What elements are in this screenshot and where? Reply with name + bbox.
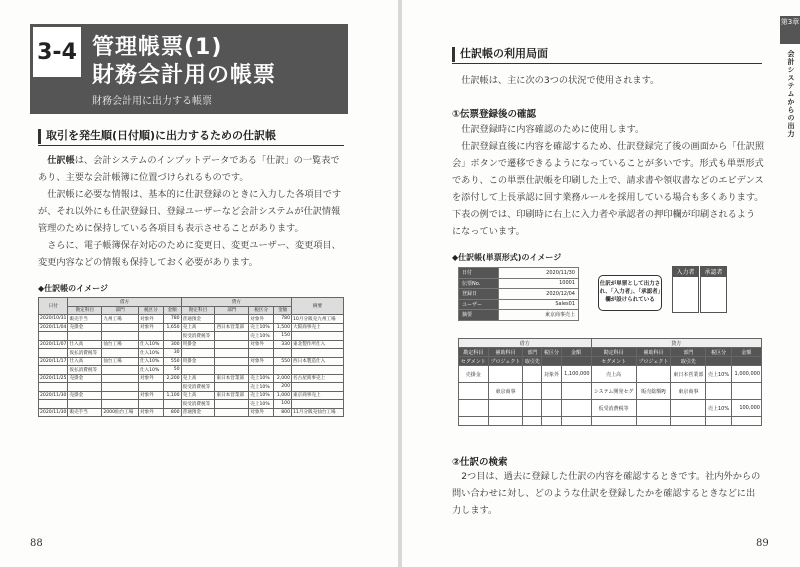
ledger-cell-credit-account: 売上高: [181, 391, 215, 400]
ledger-sub-dept: 部門: [102, 306, 139, 315]
ledger-cell-debit-amount: 780: [163, 315, 181, 324]
slip-cell-empty: [542, 417, 561, 426]
ledger-cell-debit-tax: 対象外: [138, 408, 163, 417]
ledger-cell-credit-account: 売上高: [181, 374, 215, 383]
slip-h-dept: 部門: [523, 348, 542, 357]
table-row: [39, 340, 344, 349]
stamp-approve-label: 承認者: [701, 267, 727, 277]
ledger-cell-credit-tax: 売上10%: [249, 400, 274, 409]
ledger-cell-debit-account: [68, 400, 102, 409]
slip-cell-credit-tax: 売上10%: [706, 400, 732, 417]
ledger-cell-debit-amount: 1,100: [163, 391, 181, 400]
table-row: [39, 400, 344, 409]
chapter-header: [30, 24, 348, 114]
slip-cell-debit-dept: [523, 366, 542, 383]
slip-h-amount: 金額: [561, 348, 591, 357]
ledger-cell-credit-tax: 売上10%: [249, 323, 274, 332]
table-row: [39, 366, 344, 375]
ledger-cell-debit-account: [68, 383, 102, 392]
info-value: 2020/12/04: [499, 289, 579, 300]
slip-info-table: [458, 267, 579, 321]
info-row: [459, 278, 579, 289]
slip-cell-debit-tax: 対象外: [542, 366, 561, 383]
ledger-cell-credit-amount: 2,000: [274, 374, 292, 383]
confirmation-intro: 仕訳登録時に内容確認のために使用します。: [461, 124, 645, 135]
slip-cell-debit-account: 売掛金: [459, 366, 489, 383]
ledger-cell-debit-dept: [102, 391, 139, 400]
info-row: [459, 268, 579, 279]
heading-confirmation: ①伝票登録後の確認: [452, 109, 537, 120]
ledger-cell-summary: [292, 383, 344, 392]
info-value: 2020/11/30: [499, 268, 579, 279]
ledger-cell-debit-amount: 550: [163, 357, 181, 366]
ledger-cell-date: 2020/11/30: [40, 392, 67, 398]
chapter-number: 3-4: [30, 24, 84, 80]
ledger-cell-debit-account: [68, 332, 102, 341]
slip-cell-empty: [561, 417, 591, 426]
slip-cell-credit-dept: 東京商事: [671, 383, 706, 400]
slip-h-empty: [731, 357, 761, 366]
page-number-left: 88: [30, 538, 43, 549]
ledger-cell-debit-tax: 対象外: [138, 391, 163, 400]
table-row: [459, 383, 762, 400]
ledger-cell-debit-amount: 800: [163, 408, 181, 417]
table-row: [39, 332, 344, 341]
ledger-sub-account: 勘定科目: [68, 306, 102, 315]
slip-h-project: プロジェクト: [488, 357, 523, 366]
ledger-cell-credit-tax: 売上10%: [249, 383, 274, 392]
slip-h-segment: セグメント: [591, 357, 636, 366]
slip-cell-debit-amount: 1,100,000: [561, 366, 591, 383]
slip-h-amount: 金額: [731, 348, 761, 357]
ledger-cell-credit-amount: 200: [274, 383, 292, 392]
stamp-input: [672, 266, 699, 313]
heading-search: ②仕訳の検索: [452, 457, 508, 468]
ledger-cell-credit-account: 仮受消費税等: [181, 400, 215, 409]
ledger-cell-debit-dept: [102, 323, 139, 332]
slip-cell-debit-amount: [561, 400, 591, 417]
slip-cell-credit-dept: [671, 400, 706, 417]
slip-cell-credit-account: 仮受消費税等: [591, 400, 636, 417]
ledger-cell-debit-dept: 2000仙台工場: [102, 408, 139, 417]
ledger-cell-summary: 大阪商事売上: [292, 323, 344, 332]
intro-paragraph: 仕訳帳は、主に次の3つの状況で使用されます。: [461, 75, 660, 86]
table-row: [39, 349, 344, 358]
stamp-approve: [700, 266, 727, 313]
ledger-cell-debit-amount: 2,200: [163, 374, 181, 383]
slip-cell-debit-aux: [488, 366, 523, 383]
chapter-subtitle: 財務会計用に出力する帳票: [92, 96, 212, 107]
ledger-sub-account: 勘定科目: [181, 306, 215, 315]
ledger-cell-debit-tax: [138, 400, 163, 409]
ledger-cell-debit-account: 仕入高: [68, 340, 102, 349]
info-key: ユーザー: [459, 299, 499, 310]
slip-h-tax: 税区分: [706, 348, 732, 357]
ledger-head-summary: 摘要: [292, 298, 344, 315]
slip-h-segment: セグメント: [459, 357, 489, 366]
ledger-cell-debit-amount: 30: [163, 349, 181, 358]
ledger-sub-amount: 金額: [163, 306, 181, 315]
ledger-cell-credit-amount: 1,500: [274, 323, 292, 332]
ledger-cell-date: 2020/11/07: [40, 341, 67, 347]
ledger-cell-credit-dept: [215, 383, 249, 392]
slip-h-partner: 取引先: [523, 357, 542, 366]
ledger-cell-debit-account: 販売手当: [68, 408, 102, 417]
ledger-cell-credit-dept: [215, 357, 249, 366]
info-key: 登録日: [459, 289, 499, 300]
slip-h-aux: 補助科目: [488, 348, 523, 357]
ledger-cell-credit-tax: 対象外: [249, 357, 274, 366]
slip-cell-credit-tax: [706, 383, 732, 400]
slip-h-empty: [706, 357, 732, 366]
ledger-cell-credit-tax: [249, 349, 274, 358]
search-paragraph: 2つ目は、過去に登録した仕訳の内容を確認するときです。社内外からの問い合わせに対し、どのような仕訳を登録したかを確認するときなどに出力します。: [452, 471, 761, 516]
ledger-cell-summary: [292, 366, 344, 375]
slip-cell-credit-dept: 東日本営業部: [671, 366, 706, 383]
slip-cell-empty: [488, 417, 523, 426]
paragraph-1: [38, 152, 344, 186]
ledger-cell-debit-account: 販売手当: [68, 315, 102, 324]
ledger-cell-credit-amount: [274, 349, 292, 358]
slip-cell-empty: [523, 417, 542, 426]
ledger-sub-tax: 税区分: [138, 306, 163, 315]
ledger-cell-debit-tax: [138, 383, 163, 392]
ledger-cell-debit-amount: [163, 332, 181, 341]
chapter-title-line2: 財務会計用の帳票: [92, 63, 277, 88]
ledger-cell-summary: [292, 349, 344, 358]
slip-h-project: プロジェクト: [636, 357, 671, 366]
slip-cell-debit-amount: [561, 383, 591, 400]
slip-head-debit: 借方: [459, 339, 592, 348]
ledger-cell-credit-tax: 対象外: [249, 340, 274, 349]
page-number-right: 89: [756, 538, 769, 549]
table-row: [39, 383, 344, 392]
ledger-cell-credit-dept: [215, 349, 249, 358]
slip-cell-credit-aux: 販売総額PJ: [636, 383, 671, 400]
ledger-cell-summary: 11月分販売仙台工場: [292, 408, 344, 417]
section-heading-right: 仕訳帳の利用局面: [452, 46, 762, 64]
table-row: [39, 374, 344, 383]
paragraph-2: 仕訳帳に必要な情報は、基本的に仕訳登録のときに入力した各項目ですが、それ以外にも仕訳登録日、登録ユーザーなど会計システムが仕訳情報管理のために保持している各項目も表示させることがあります。: [38, 189, 342, 234]
ledger-cell-credit-tax: 売上10%: [249, 391, 274, 400]
slip-h-empty: [542, 357, 561, 366]
slip-cell-credit-amount: 1,000,000: [731, 366, 761, 383]
ledger-cell-credit-account: 仮受消費税等: [181, 332, 215, 341]
info-value: Sales01: [499, 299, 579, 310]
ledger-cell-debit-account: 売掛金: [68, 374, 102, 383]
slip-cell-debit-aux: [488, 400, 523, 417]
slip-h-aux: 補助科目: [636, 348, 671, 357]
ledger-cell-credit-tax: 対象外: [249, 408, 274, 417]
slip-cell-empty: [459, 417, 489, 426]
slip-h-dept: 部門: [671, 348, 706, 357]
table-row-empty: [459, 417, 762, 426]
ledger-cell-date: 2020/11/04: [40, 324, 67, 330]
ledger-cell-debit-dept: 九州工場: [102, 315, 139, 324]
thumb-chapter: 第3章: [780, 16, 800, 44]
ledger-cell-debit-dept: 仙台工場: [102, 340, 139, 349]
slip-cell-debit-account: [459, 400, 489, 417]
term-shiwakecho: 仕訳帳: [47, 155, 75, 166]
table-row: [39, 408, 344, 417]
slip-cell-debit-dept: [523, 383, 542, 400]
ledger-cell-summary: [292, 332, 344, 341]
ledger-cell-credit-tax: 売上10%: [249, 374, 274, 383]
info-key: 日付: [459, 268, 499, 279]
ledger-table: [38, 297, 344, 417]
table-row: [39, 315, 344, 324]
slip-cell-empty: [731, 417, 761, 426]
ledger-cell-date: [39, 332, 68, 341]
ledger-cell-debit-dept: [102, 349, 139, 358]
ledger-cell-credit-dept: [215, 340, 249, 349]
ledger-cell-debit-tax: 仕入10%: [138, 340, 163, 349]
ledger-cell-debit-tax: 仕入10%: [138, 357, 163, 366]
stamp-input-label: 入力者: [673, 267, 699, 277]
ledger-cell-date: 2020/11/17: [40, 358, 67, 364]
ledger-cell-debit-tax: 仕入10%: [138, 366, 163, 375]
slip-table: [458, 338, 762, 426]
info-key: 伝票No.: [459, 278, 499, 289]
stamp-input-box: [673, 277, 699, 313]
ledger-cell-date: 2020/11/25: [40, 375, 67, 381]
ledger-cell-credit-tax: 売上10%: [249, 332, 274, 341]
slip-h-account: 勘定科目: [459, 348, 489, 357]
ledger-cell-credit-account: 普通預金: [181, 315, 215, 324]
ledger-cell-credit-dept: [215, 332, 249, 341]
ledger-cell-summary: 東京商事売上: [292, 391, 344, 400]
slip-h-partner: 取引先: [671, 357, 706, 366]
ledger-cell-debit-tax: 対象外: [138, 315, 163, 324]
ledger-cell-credit-dept: 東日本営業部: [215, 391, 249, 400]
ledger-cell-debit-amount: 300: [163, 340, 181, 349]
ledger-cell-credit-account: 買掛金: [181, 340, 215, 349]
slip-cell-debit-account: [459, 383, 489, 400]
ledger-cell-debit-dept: [102, 374, 139, 383]
info-key: 摘要: [459, 310, 499, 321]
slip-cell-empty: [706, 417, 732, 426]
ledger-cell-debit-dept: 仙台工場: [102, 357, 139, 366]
ledger-cell-credit-dept: [215, 408, 249, 417]
ledger-cell-date: [39, 383, 68, 392]
table-row: [39, 391, 344, 400]
info-value: 東京商事売上: [499, 310, 579, 321]
slip-h-empty: [561, 357, 591, 366]
slip-h-account: 勘定科目: [591, 348, 636, 357]
stamp-approve-box: [701, 277, 727, 313]
slip-cell-debit-dept: [523, 400, 542, 417]
ledger-head-credit: 貸方: [181, 298, 291, 307]
ledger-cell-credit-dept: 西日本営業部: [215, 323, 249, 332]
ledger-cell-summary: 東北製作所仕入: [292, 340, 344, 349]
ledger-cell-credit-account: 普通預金: [181, 408, 215, 417]
ledger-cell-credit-amount: [274, 366, 292, 375]
ledger-cell-credit-amount: 330: [274, 340, 292, 349]
slip-caption: ◆仕訳帳(単票形式)のイメージ: [452, 253, 562, 262]
ledger-cell-debit-account: 売掛金: [68, 323, 102, 332]
ledger-cell-credit-account: 仮受消費税等: [181, 383, 215, 392]
ledger-sub-amount: 金額: [274, 306, 292, 315]
ledger-cell-debit-tax: 対象外: [138, 374, 163, 383]
slip-cell-debit-aux: 東京商事: [488, 383, 523, 400]
ledger-cell-credit-account: [181, 366, 215, 375]
ledger-cell-summary: [292, 400, 344, 409]
ledger-cell-date: 2020/11/30: [40, 409, 67, 415]
ledger-cell-debit-dept: [102, 366, 139, 375]
ledger-cell-date: [39, 349, 68, 358]
info-row: [459, 310, 579, 321]
ledger-cell-debit-dept: [102, 400, 139, 409]
ledger-cell-summary: 名古屋商事売上: [292, 374, 344, 383]
slip-cell-empty: [636, 417, 671, 426]
ledger-cell-credit-account: [181, 349, 215, 358]
table-row: [459, 400, 762, 417]
ledger-cell-debit-amount: [163, 383, 181, 392]
ledger-cell-debit-amount: [163, 400, 181, 409]
ledger-cell-debit-dept: [102, 383, 139, 392]
ledger-cell-credit-dept: 東日本営業部: [215, 374, 249, 383]
ledger-cell-credit-amount: 100: [274, 400, 292, 409]
ledger-cell-debit-account: 売掛金: [68, 391, 102, 400]
slip-cell-credit-amount: 100,000: [731, 400, 761, 417]
ledger-cell-credit-tax: 対象外: [249, 315, 274, 324]
slip-cell-credit-account: 売上高: [591, 366, 636, 383]
slip-cell-credit-amount: [731, 383, 761, 400]
ledger-cell-debit-amount: 50: [163, 366, 181, 375]
ledger-cell-credit-dept: [215, 366, 249, 375]
ledger-cell-summary: 10月分販売九州工場: [292, 315, 344, 324]
ledger-cell-credit-amount: 780: [274, 315, 292, 324]
info-row: [459, 289, 579, 300]
slip-cell-debit-tax: [542, 400, 561, 417]
ledger-cell-credit-dept: [215, 315, 249, 324]
slip-cell-credit-aux: [636, 400, 671, 417]
table-row: [39, 323, 344, 332]
ledger-cell-debit-amount: 1,650: [163, 323, 181, 332]
ledger-head-debit: 借方: [68, 298, 181, 307]
ledger-sub-tax: 税区分: [249, 306, 274, 315]
paragraph-3: さらに、電子帳簿保存対応のために変更日、変更ユーザー、変更項目、変更内容などの情報も保持しておく必要があります。: [38, 240, 341, 268]
thumb-text: 会計システムからの出力: [787, 50, 795, 138]
slip-head-credit: 貸方: [591, 339, 761, 348]
slip-cell-credit-account: システム開発セグ: [591, 383, 636, 400]
ledger-cell-credit-account: 買掛金: [181, 357, 215, 366]
ledger-cell-credit-account: 売上高: [181, 323, 215, 332]
ledger-cell-debit-tax: 仕入10%: [138, 349, 163, 358]
ledger-cell-credit-amount: 1,000: [274, 391, 292, 400]
ledger-cell-credit-amount: 800: [274, 408, 292, 417]
chapter-thumb-index: [774, 0, 800, 150]
info-row: [459, 299, 579, 310]
ledger-caption: ◆仕訳帳のイメージ: [38, 284, 108, 293]
ledger-sub-dept: 部門: [215, 306, 249, 315]
table-row: [459, 366, 762, 383]
slip-cell-empty: [671, 417, 706, 426]
section-heading-left: 取引を発生順(日付順)に出力するための仕訳帳: [38, 128, 344, 146]
slip-cell-credit-tax: 売上10%: [706, 366, 732, 383]
slip-h-tax: 税区分: [542, 348, 561, 357]
ledger-head-date: 日付: [39, 298, 68, 315]
slip-cell-credit-aux: [636, 366, 671, 383]
ledger-cell-debit-account: 仮払消費税等: [68, 349, 102, 358]
ledger-cell-debit-tax: [138, 332, 163, 341]
ledger-cell-debit-dept: [102, 332, 139, 341]
ledger-cell-date: [39, 400, 68, 409]
ledger-cell-summary: 西日本製造仕入: [292, 357, 344, 366]
slip-cell-debit-tax: [542, 383, 561, 400]
info-value: 10001: [499, 278, 579, 289]
ledger-cell-date: 2020/10/31: [40, 316, 67, 322]
ledger-cell-credit-tax: [249, 366, 274, 375]
paragraph-1-text: は、会計システムのインプットデータである「仕訳」の一覧表であり、主要な会計帳簿に位置づけられるものです。: [38, 155, 340, 183]
ledger-cell-debit-account: 仮払消費税等: [68, 366, 102, 375]
confirmation-paragraph: 仕訳登録直後に内容を確認するため、仕訳登録完了後の画面から「仕訳照会」ボタンで遷移できるようになっていることが多いです。形式も単票形式であり、この単票仕訳帳を印刷した上で、請求書や領収書などのエビデンスを添付して上長承認に回す業務ルールを採用している場合も多くあります。下表の例では、印刷時に右上に入力者や承認者の押印欄が印刷されるようになっています。: [452, 141, 765, 237]
chapter-title-line1: 管理帳票(1): [92, 35, 223, 60]
ledger-cell-credit-amount: 550: [274, 357, 292, 366]
table-row: [39, 357, 344, 366]
ledger-cell-debit-account: 仕入高: [68, 357, 102, 366]
ledger-cell-credit-amount: 150: [274, 332, 292, 341]
stamp-callout: 仕訳が単票として出力され、「入力者」、「承認者」欄が設けられている: [598, 275, 662, 311]
ledger-cell-credit-dept: [215, 400, 249, 409]
ledger-cell-debit-tax: 対象外: [138, 323, 163, 332]
slip-cell-empty: [591, 417, 636, 426]
ledger-cell-date: [39, 366, 68, 375]
